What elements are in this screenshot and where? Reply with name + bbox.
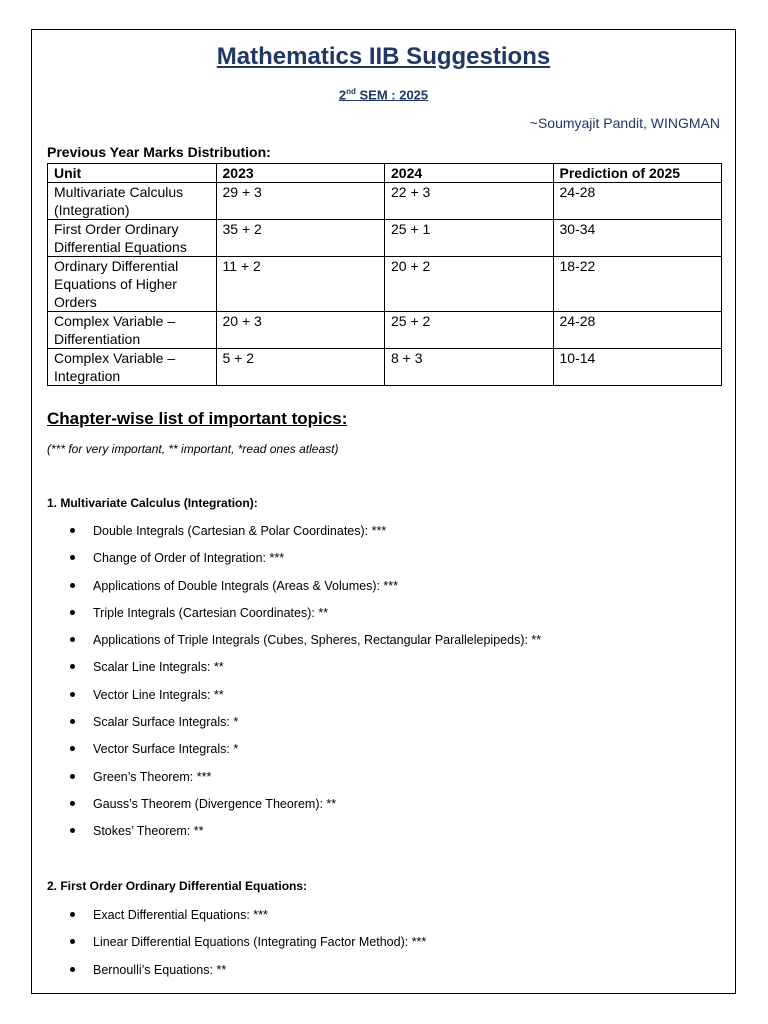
header-2023: 2023 xyxy=(216,164,385,183)
cell-2023: 20 + 3 xyxy=(216,312,385,349)
topic-list xyxy=(47,522,541,850)
semester-label xyxy=(32,87,735,102)
cell-2023: 29 + 3 xyxy=(216,183,385,220)
list-item: Vector Surface Integrals: * xyxy=(47,740,541,767)
list-item: Applications of Triple Integrals (Cubes, Spheres, Rectangular Parallelepipeds): ** xyxy=(47,631,541,658)
distribution-label: Previous Year Marks Distribution: xyxy=(47,144,271,160)
header-unit: Unit xyxy=(48,164,217,183)
cell-2023: 5 + 2 xyxy=(216,349,385,386)
table-row xyxy=(48,183,722,220)
cell-prediction: 24-28 xyxy=(553,312,722,349)
cell-2024: 25 + 1 xyxy=(385,220,554,257)
list-item: Gauss’s Theorem (Divergence Theorem): ** xyxy=(47,795,541,822)
semester-ordinal: nd xyxy=(346,87,356,96)
section-heading: 2. First Order Ordinary Differential Equations: xyxy=(47,879,308,893)
cell-unit: Ordinary Differential Equations of Higher Orders xyxy=(48,257,217,312)
page-title: Mathematics IIB Suggestions xyxy=(216,43,551,70)
list-item: Scalar Line Integrals: ** xyxy=(47,658,541,685)
cell-2023: 35 + 2 xyxy=(216,220,385,257)
importance-legend: (*** for very important, ** important, *read ones atleast) xyxy=(47,442,339,456)
list-item: Triple Integrals (Cartesian Coordinates): ** xyxy=(47,604,541,631)
header-2024: 2024 xyxy=(385,164,554,183)
list-item: Green’s Theorem: *** xyxy=(47,768,541,795)
cell-2023: 11 + 2 xyxy=(216,257,385,312)
cell-prediction: 10-14 xyxy=(553,349,722,386)
cell-prediction: 24-28 xyxy=(553,183,722,220)
table-row xyxy=(48,257,722,312)
cell-unit: Complex Variable – Integration xyxy=(48,349,217,386)
list-item: Applications of Double Integrals (Areas & Volumes): *** xyxy=(47,577,541,604)
table-header-row xyxy=(48,164,722,183)
list-item: Stokes’ Theorem: ** xyxy=(47,822,541,849)
list-item: Double Integrals (Cartesian & Polar Coordinates): *** xyxy=(47,522,541,549)
list-item: Scalar Surface Integrals: * xyxy=(47,713,541,740)
cell-prediction: 18-22 xyxy=(553,257,722,312)
list-item: Linear Differential Equations (Integrating Factor Method): *** xyxy=(47,933,426,960)
chapter-heading: Chapter-wise list of important topics: xyxy=(47,409,348,428)
cell-unit: Multivariate Calculus (Integration) xyxy=(48,183,217,220)
table-row xyxy=(48,312,722,349)
section-heading: 1. Multivariate Calculus (Integration): xyxy=(47,496,258,510)
table-row xyxy=(48,220,722,257)
cell-2024: 22 + 3 xyxy=(385,183,554,220)
marks-table xyxy=(47,163,722,386)
table-row xyxy=(48,349,722,386)
list-item: Exact Differential Equations: *** xyxy=(47,906,426,933)
semester-text: SEM : 2025 xyxy=(355,87,429,103)
list-item: Bernoulli’s Equations: ** xyxy=(47,961,426,988)
author-credit: ~Soumyajit Pandit, WINGMAN xyxy=(529,115,720,131)
cell-unit: Complex Variable – Differentiation xyxy=(48,312,217,349)
cell-prediction: 30-34 xyxy=(553,220,722,257)
cell-2024: 8 + 3 xyxy=(385,349,554,386)
semester-number: 2 xyxy=(338,87,347,103)
cell-unit: First Order Ordinary Differential Equations xyxy=(48,220,217,257)
topic-list xyxy=(47,906,426,988)
cell-2024: 25 + 2 xyxy=(385,312,554,349)
list-item: Vector Line Integrals: ** xyxy=(47,686,541,713)
list-item: Change of Order of Integration: *** xyxy=(47,549,541,576)
header-prediction: Prediction of 2025 xyxy=(553,164,722,183)
document-page xyxy=(31,29,736,994)
cell-2024: 20 + 2 xyxy=(385,257,554,312)
